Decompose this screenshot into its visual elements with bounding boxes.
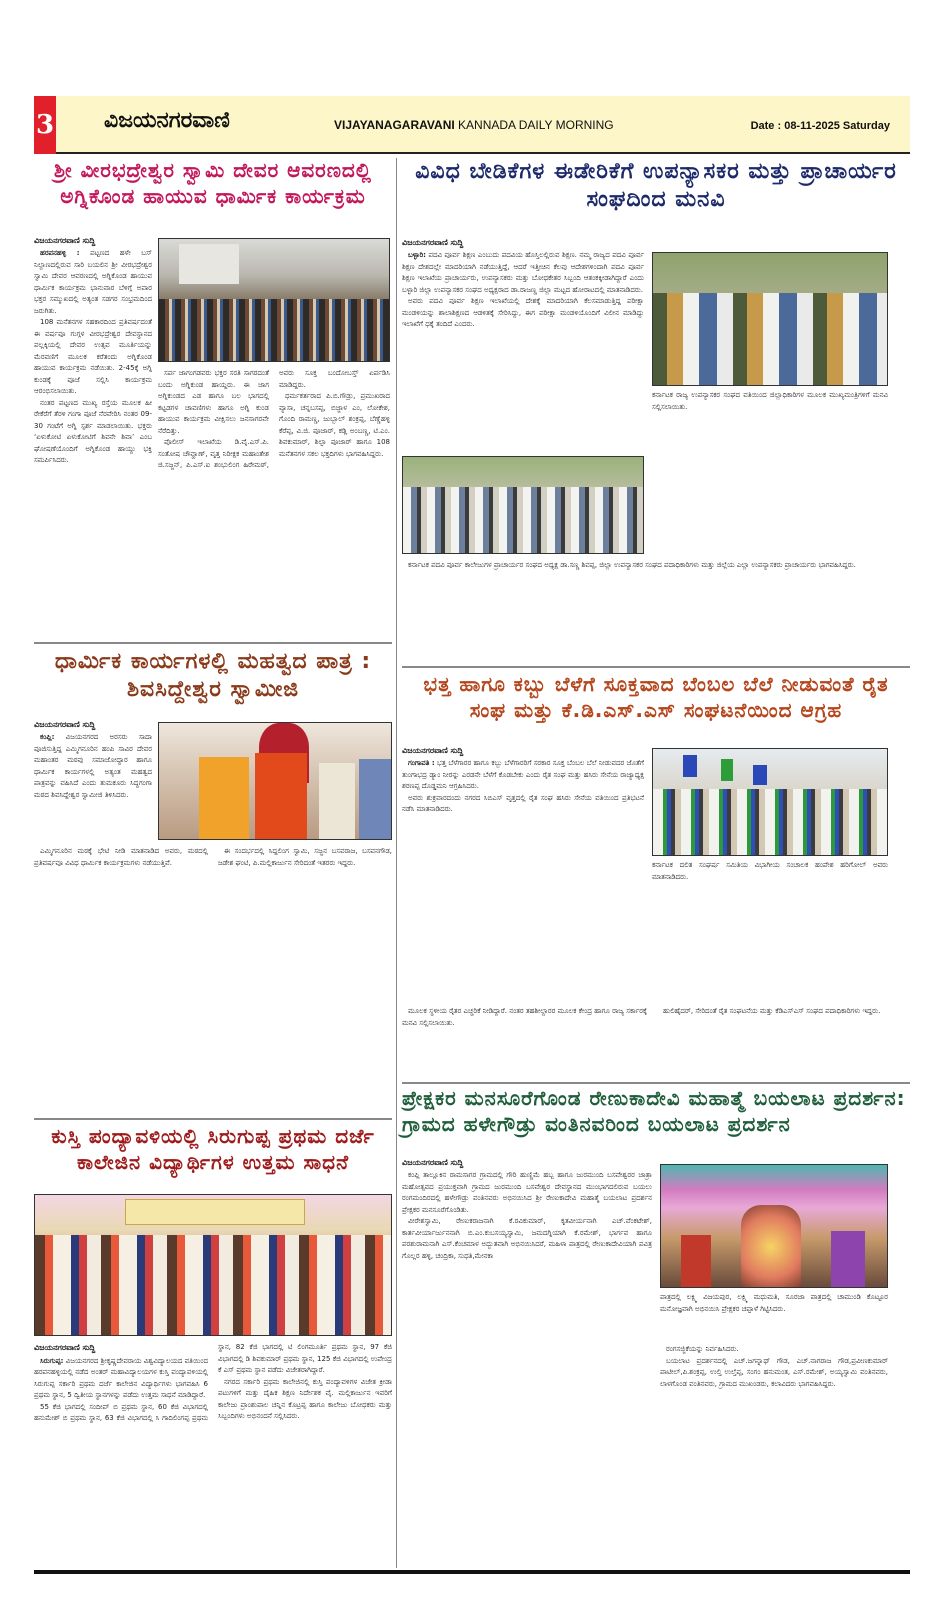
wrestlers-row — [35, 1235, 392, 1336]
brand-english-tagline: KANNADA DAILY MORNING — [458, 118, 614, 132]
headline: ಪ್ರೇಕ್ಷಕರ ಮನಸೂರೆಗೊಂಡ ರೇಣುಕಾದೇವಿ ಮಹಾತ್ಮೆ ಬಯಲಾಟ ಪ್ರದರ್ಶನ: ಗ್ರಾಮದ ಹಳೇಗೌಡ್ರು ವಂತಿನವರಿಂದ ಬಯಲಾಟ ಪ್ರದರ್ಶನ — [402, 1086, 906, 1136]
paragraph: ಪದವಿ ಪೂರ್ವ ಶಿಕ್ಷಣ ಎಂಬುದು ಪದವಿಯ ಹೊಸ್ತಿಲಲ್ಲಿರುವ ಶಿಕ್ಷಣ. ನಮ್ಮ ರಾಜ್ಯದ ಪದವಿ ಪೂರ್ವ ಶಿಕ್ಷಣ ದೇಶದಲ್ಲೇ ಮಾದರಿಯಾಗಿ ನಡೆಯುತ್ತಿದ್ದೆ, ಆದರೆ ಇತ್ತೀಚಿನ ಕೆಲವು ಆದೇಶಗಳಿಂದಾಗಿ ಪದವಿ ಪೂರ್ವ ಶಿಕ್ಷಣ ಇಲಾಖೆಯ ಪ್ರಾಚಾರ್ಯರು, ಉಪನ್ಯಾಸಕರು ಮತ್ತು ಬೋಧಕೇತರ ಸಿಬ್ಬಂದಿ ಆತಂಕಕ್ಕೀಡಾಗಿದ್ದಾರೆ ಎಂದು ಬಳ್ಳಾರಿ ಜಿಲ್ಲಾ ಉಪನ್ಯಾಸಕರ ಸಂಘದ ಅಧ್ಯಕ್ಷರಾದ ಡಾ.ರಾಜಣ್ಣ ಜಿಲ್ಲಾ ಮಟ್ಟದ ಹೋರಾಟದಲ್ಲಿ ಮಾತನಾಡಿದರು. — [402, 251, 644, 294]
place: ಹರಪನಹಳ್ಳಿ : — [40, 249, 80, 257]
paragraph: ವೀರೇಶಸ್ವಾಮಿ, ರೇಣುಕರಾಜನಾಗಿ ಕೆ.ರವಿಕುಮಾರ್, ಕೃತವೀರ್ಯನಾಗಿ ಎಚ್.ವೆಂಕಟೇಶ್, ಕಾರ್ತವೀರ್ಯಾರ್ಜುನನಾಗಿ ಬಿ.ಎಂ.ಕುಬಸಯ್ಯಸ್ವಾಮಿ, ಜಮದಗ್ನಿಯಾಗಿ ಕೆ.ರಮೇಶ್, ಭಾರ್ಗವ ಹಾಗೂ ಪರಶುರಾಮನಾಗಿ ಎಸ್.ಕೆಂಚಮಾಳ ಅದ್ಭುತವಾಗಿ ಅಭಿನಯಿಸಿದರೆ, ಮಹಿಳಾ ಪಾತ್ರದಲ್ಲಿ ರೇಣುಕಾದೇವಿಯಾಗಿ ಪವಿತ್ರ ಗೊಲ್ಲರ ಹಳ್ಳಿ, ಚಂದ್ರಿಕಾ, ಸುಧತಿ,ಮೇನಕಾ — [402, 1217, 652, 1260]
paragraph: ಕಂಪ್ಲಿ ತಾಲ್ಲೂಕಿನ ರಾಮಸಾಗರ ಗ್ರಾಮದಲ್ಲಿ ಗೌರಿ ಹುಣ್ಣಿಮೆ ಹಬ್ಬ ಹಾಗೂ ಜುರಮುಂದಿ ಬಸವೇಶ್ವರರ ಜಾತ್ರಾ ಮಹೋತ್ಸವದ ಪ್ರಯುಕ್ತವಾಗಿ ಗ್ರಾಮದ ಜುರಮುಂದಿ ಬಸವೇಶ್ವರ ದೇವಸ್ಥಾನದ ಮುಂಭಾಗದಲಿರುವ ಬಯಲು ರಂಗಮಂದಿರದಲ್ಲಿ ಹಳೇಗೌಡ್ರು ವಂತಿನವರು ಅಭಿನಯಿಸಿದ ಶ್ರೀ ರೇಣುಕಾದೇವಿ ಮಹಾತ್ಮೆ ಬಯಲಾಟ ಪ್ರದರ್ಶನ ಪ್ರೇಕ್ಷಕರ ಮನಸೂರೆಗೊಂಡಿತು. — [402, 1171, 652, 1214]
place: ಗಂಗಾವತಿ : — [408, 759, 435, 767]
paragraph: ಈ ಸಂದರ್ಭದಲ್ಲಿ ಸಿದ್ದಲಿಂಗ ಸ್ವಾಮಿ, ಸಜ್ಜನ ಬಸವರಾಜ, ಬಸವನಗೌಡ, ಜಡೇಶ ಘಂಟಿ, ಪಿ.ಮಲ್ಲಿಕಾರ್ಜುನ ಸೇರಿದಂತೆ ಇತರರು ಇದ್ದರು. — [218, 847, 392, 867]
lecturers-protest-group-photo — [402, 456, 644, 554]
place: ಕಂಪ್ಲಿ: — [40, 733, 55, 741]
article-renukadevi-bayalata — [402, 1084, 910, 1569]
article-body-continued — [34, 846, 392, 869]
headline: ಕುಸ್ತಿ ಪಂದ್ಯಾವಳಿಯಲ್ಲಿ ಸಿರುಗುಪ್ಪ ಪ್ರಥಮ ದರ್ಜೆ ಕಾಲೇಜಿನ ವಿದ್ಯಾರ್ಥಿಗಳ ಉತ್ತಮ ಸಾಧನೆ — [51, 1124, 375, 1174]
article-lead — [34, 720, 152, 801]
article-body-continued — [660, 1344, 888, 1390]
lecturers-memorandum-photo — [652, 252, 888, 386]
paragraph: ಹುಲಿಹೈದರ್, ಸೇರಿದಂತೆ ರೈತ ಸಂಘಟನೆಯ ಮತ್ತು ಕೆಡಿಎಸ್‌ಎಸ್ ಸಂಘದ ಪದಾಧಿಕಾರಿಗಳು ಇದ್ದರು. — [663, 1007, 881, 1015]
article-lead — [402, 746, 644, 816]
paragraph: ವಿಜಯನಗರದ ಶ್ರೀಕೃಷ್ಣದೇವರಾಯ ವಿಶ್ವವಿದ್ಯಾಲಯದ ವತಿಯಿಂದ ಹರಪನಹಳ್ಳಿಯಲ್ಲಿ ನಡೆದ ಅಂತರ್ ಮಹಾವಿದ್ಯಾಲಯಗಳ ಕುಸ್ತಿ ಪಂದ್ಯಾವಳಿಯಲ್ಲಿ ಸಿರುಗುಪ್ಪ ಸರ್ಕಾರಿ ಪ್ರಥಮ ದರ್ಜೆ ಕಾಲೇಜಿನ ವಿದ್ಯಾರ್ಥಿಗಳು ಭಾಗವಹಿಸಿ 6 ಪ್ರಥಮ ಸ್ಥಾನ, 5 ದ್ವಿತೀಯ ಸ್ಥಾನಗಳನ್ನು ಪಡೆದು ಉತ್ತಮ ಸಾಧನೆ ಮಾಡಿದ್ದಾರೆ. — [34, 1356, 208, 1399]
dateline: ವಿಜಯನಗರವಾಣಿ ಸುದ್ದಿ — [34, 720, 96, 729]
headline: ಧಾರ್ಮಿಕ ಕಾರ್ಯಗಳಲ್ಲಿ ಮಹತ್ವದ ಪಾತ್ರ : ಶಿವಸಿದ್ದೇಶ್ವರ ಸ್ವಾಮೀಜಿ — [54, 649, 372, 703]
people-group — [653, 293, 888, 386]
costumed-performer — [741, 1205, 801, 1288]
blue-flag — [683, 755, 697, 777]
article-body — [402, 758, 644, 816]
dateline: ವಿಜಯನಗರವಾಣಿ ಸುದ್ದಿ — [402, 238, 464, 247]
paragraph: ಎಮ್ಮಿಗನೂರಿನ ಮಠಕ್ಕೆ ಭೇಟಿ ನೀಡಿ ಮಾತನಾಡಿದ ಅವರು, ಮಠದಲ್ಲಿ ಪ್ರತಿವರ್ಷವೂ ವಿವಿಧ ಧಾರ್ಮಿಕ ಕಾರ್ಯಕ್ರಮಗಳು ನಡೆಯುತ್ತಿವೆ. — [34, 847, 208, 867]
protesters-row — [653, 789, 888, 856]
paragraph: ವಿಜಯನಗರದ ಅರಸರು ಸಾದಾ ಪೂಜಿಸುತ್ತಿದ್ದ ಎಮ್ಮಿಗನೂರಿನ ಹಂಪಿ ಸಾವಿರ ದೇವರ ಮಹಾಂತರ ಮಠವು ಸಮಾಜೋದ್ಧಾರ ಹಾಗೂ ಧಾರ್ಮಿಕ ಕಾರ್ಯಗಳಲ್ಲಿ ಅತ್ಯಂತ ಮಹತ್ವದ ಪಾತ್ರವನ್ನು ವಹಿಸಿದೆ ಎಂದು ತುಮಕೂರು ಸಿದ್ಧಗಂಗಾ ಮಠದ ಶಿವಸಿದ್ದೇಶ್ವರ ಸ್ವಾಮೀಜಿ ತಿಳಿಸಿದರು. — [34, 733, 152, 799]
article-lead — [402, 1158, 652, 1262]
article-lecturers-demand — [402, 156, 910, 661]
photo-caption: ಕರ್ನಾಟಕ ದಲಿತ ಸಂಘರ್ಷ ಸಮಿತಿಯ ವಿಭಾಗೀಯ ಸಂಚಾಲಕ ಹಂಪೇಶ ಹರಿಗೋಲ್ ಅವರು ಮಾತನಾಡಿದರು. — [652, 861, 888, 881]
paragraph: ಬಯಲಾಟ ಪ್ರದರ್ಶನದಲ್ಲಿ ಎಚ್.ಜಗನ್ನಾಥ್ ಗೌಡ, ಎಚ್.ನಾಗರಾಜ ಗೌಡ,ಪ್ರವೀಣಕುಮಾರ್ ಪಾಟೀಲ್,ಪಿ.ಶಂಕ್ರಪ್ಪ, ಉಲ್ತಿ ಉಲ್ತೆಪ್ಪ, ಸಂಗಂ ಹನುಮಂತ, ಎಸ್.ರಮೇಶ್, ಅಯ್ಯಸ್ವಾಮಿ ವಂತಿನವರು, ಲಾಳಗೊಂಡ ವಂತಿನವರು, ಗ್ರಾಮದ ಮುಖಂಡರು, ಕಲಾವಿದರು ಭಾಗವಹಿಸಿದ್ದರು. — [660, 1356, 888, 1388]
masthead — [34, 96, 910, 154]
headline: ಶ್ರೀ ವೀರಭದ್ರೇಶ್ವರ ಸ್ವಾಮಿ ದೇವರ ಆವರಣದಲ್ಲಿ ಅಗ್ನಿಕೊಂಡ ಹಾಯುವ ಧಾರ್ಮಿಕ ಕಾರ್ಯಕ್ರಮ — [54, 158, 372, 208]
article-paddy-sugarcane-price — [402, 670, 910, 1075]
page-number: 3 — [34, 96, 56, 154]
headline: ಭತ್ತ ಹಾಗೂ ಕಬ್ಬು ಬೆಳೆಗೆ ಸೂಕ್ತವಾದ ಬೆಂಬಲ ಬೆಲೆ ನೀಡುವಂತೆ ರೈತ ಸಂಘ ಮತ್ತು ಕೆ.ಡಿ.ಎಸ್.ಎಸ್ ಸಂಘಟನೆಯಿಂದ ಆಗ್ರಹ — [423, 672, 889, 722]
article-body — [34, 248, 152, 467]
place: ಸಿರುಗುಪ್ಪ: — [40, 1356, 64, 1365]
page-bottom-rule — [34, 1570, 910, 1574]
article-body — [34, 732, 152, 801]
article-body — [34, 1342, 392, 1425]
article-lead — [34, 236, 152, 467]
dateline: ವಿಜಯನಗರವಾಣಿ ಸುದ್ದಿ — [34, 236, 96, 245]
photo-caption: ಪಾತ್ರದಲ್ಲಿ ಲಕ್ಷ್ಮಿ ವಿಜಯಪುರ, ಲಕ್ಷ್ಮಿ ಮಧುಮತಿ, ಸೂರಜಾ ಪಾತ್ರದಲ್ಲಿ ಚಾಮುಂಡಿ ಕೊಟ್ಟೂರ ಮನೋಜ್ಞವಾಗಿ ಅಭಿನಯಿಸಿ ಪ್ರೇಕ್ಷಕರ ಚಪ್ಪಾಳೆ ಗಿಟ್ಟಿಸಿದರು. — [660, 1293, 888, 1313]
blue-flag — [753, 765, 767, 785]
column-divider — [396, 158, 397, 1568]
dateline: ವಿಜಯನಗರವಾಣಿ ಸುದ್ದಿ — [34, 1343, 96, 1352]
paragraph: ಭತ್ತ ಬೆಳೆಗಾರರ ಹಾಗೂ ಕಬ್ಬು ಬೆಳೆಗಾರರಿಗೆ ಸರಕಾರ ಸೂಕ್ತ ಬೆಂಬಲ ಬೆಲೆ ನೀಡುವದರ ಜೊತೆಗೆ ತುಂಗಾಭದ್ರ ಡ್ಯಾಂ ನೀರನ್ನು ಎರಡನೇ ಬೆಳೆಗೆ ಕೊಡಬೇಕು ಎಂದು ರೈತ ಸಂಘ ಮತ್ತು ಹಸಿರು ಸೇನೆಯ ರಾಜ್ಯಾಧ್ಯಕ್ಷ ಶರಣಪ್ಪ ದೊಡ್ಡಮನಿ ಆಗ್ರಹಿಸಿದರು. — [402, 759, 644, 790]
article-shivasiddeshwara — [34, 646, 392, 1116]
person-white-shirt — [319, 763, 355, 840]
protesters-row — [403, 487, 644, 554]
place: ಬಳ್ಳಾರಿ: — [408, 251, 426, 259]
headline: ವಿವಿಧ ಬೇಡಿಕೆಗಳ ಈಡೇರಿಕೆಗೆ ಉಪನ್ಯಾಸಕರ ಮತ್ತು ಪ್ರಾಚಾರ್ಯರ ಸಂಘದಿಂದ ಮನವಿ — [415, 159, 897, 213]
paragraph: ನಂತರ ಪಟ್ಟಣದ ಮುಖ್ಯ ರಸ್ತೆಯ ಮೂಲಕ ಹೀ ರೇಕೆರೆಗೆ ತೆರಳಿ ಗಂಗಾ ಪೂಜೆ ನೆರವೇರಿಸಿ ನಂತರ 09-30 ಗಂಟೆಗೆ ಅಗ್ನಿ ಸ್ಪರ್ಶ ಮಾಡಲಾಯಿತು. ಭಕ್ತರು ‘ಏಳುಕೋಟಿ ಏಳುಕೋಟಿಗೆ ಶಿವನೇ ಶಿವಾ’ ಎಂಬ ಘೋಷಣೆಯೊಂದಿಗೆ ಅಗ್ನಿಕೊಂಡ ಹಾಯ್ದು ಭಕ್ತಿ ಸಮರ್ಪಿಸಿದರು. — [34, 398, 152, 464]
paragraph: ಸರ್ಪ ಜಾಗಂಗಡವರು ಭಕ್ತರ ಸರತಿ ಸಾಗರದಂತೆ ಬಂದು ಅಗ್ನಿಕುಂಡ ಹಾಯ್ದರು. ಈ ಜಾಗ ಅಗ್ನಿಕುಂಡದ ಎಡ ಹಾಗೂ ಬಲ ಭಾಗದಲ್ಲಿ ಕಟ್ಟಡಗಳ ಚಾವಣಿಗಳು ಹಾಗೂ ಅಗ್ನಿ ಕುಂಡ ಹಾಯುವ ಕಾರ್ಯಕ್ರಮ ವೀಕ್ಷಿಸಲು ಜನಸಾಗರವೇ ನೆರೆದಿತ್ತು. — [158, 369, 269, 435]
article-separator — [402, 666, 910, 668]
paragraph: ಮೂಲಕ ಸ್ಥಳೀಯ ರೈತರ ಎಚ್ಚರಿಕೆ ನೀಡಿದ್ದಾರೆ. ನಂತರ ತಹಶೀಲ್ದಾರರ ಮೂಲಕ ಕೇಂದ್ರ ಹಾಗೂ ರಾಜ್ಯ ಸರ್ಕಾರಕ್ಕೆ ಮನವಿ ಸಲ್ಲಿಸಲಾಯಿತು. — [402, 1007, 647, 1027]
issue-date: Date : 08-11-2025 Saturday — [750, 120, 890, 132]
farmers-protest-flags-photo — [652, 748, 888, 856]
fire-walking-crowd-photo — [158, 238, 390, 362]
article-lead — [402, 238, 644, 331]
event-banner — [125, 1199, 305, 1225]
photo-caption: ಕರ್ನಾಟಕ ರಾಜ್ಯ ಉಪನ್ಯಾಸಕರ ಸಂಘದ ವತಿಯಿಂದ ಜಿಲ್ಲಾಧಿಕಾರಿಗಳ ಮೂಲಕ ಮುಖ್ಯಮಂತ್ರಿಗಳಿಗೆ ಮನವಿ ಸಲ್ಲಿಸಲಾಯಿತು. — [652, 391, 888, 411]
temple-tower — [179, 244, 239, 284]
article-body-continued — [402, 560, 902, 572]
article-body-continued — [402, 1006, 902, 1029]
swamiji-robe — [255, 753, 307, 840]
article-body — [402, 250, 644, 331]
swamiji-felicitation-photo — [158, 722, 392, 840]
brand-kannada: ವಿಜಯನಗರವಾಣಿ — [104, 108, 230, 133]
paragraph: 108 ಮನೆತನಗಳ ಸಹಕಾರದಿಂದ ಪ್ರತಿವರ್ಷದಂತೆ ಈ ವರ್ಷವೂ ಗುಗ್ಗಳ ವೀರಭದ್ರೇಶ್ವರ ದೇವಸ್ಥಾನದ ಪಲ್ಲಕ್ಕಿಯಲ್ಲಿ ದೇವರ ಉತ್ಸವ ಮೂರ್ತಿಯನ್ನು ಮೆರವಣಿಗೆ ಮೂಲಕ ಕರೆತಂದು ಅಗ್ನಿಕೊಂಡ ಹಾಯುವ ಕಾರ್ಯಕ್ರಮ ನಡೆಯಿತು. 2-45ಕ್ಕೆ ಅಗ್ನಿ ಕುಂಡಕ್ಕೆ ಪೂಜೆ ಸಲ್ಲಿಸಿ ಕಾರ್ಯಕ್ರಮ ಆರಂಭಿಸಲಾಯಿತು. — [34, 318, 152, 395]
paragraph: ಪೊಲೀಸ್ ಇಲಾಖೆಯ ಡಿ.ವೈ.ಎಸ್.ಪಿ. ಸಂತೋಷ ಚೌವ್ಹಾಣ್, ವೃತ್ತ ನಿರೀಕ್ಷಕ ಮಹಾಂತೇಶ ಜಿ.ಸಜ್ಜನ್, ಪಿ.ಎಸ್.ಐ ಶಂಭುಲಿಂಗ ಹಿರೇಮಠ್, ಅವರು ಸೂಕ್ತ ಬಂದೋಬಸ್ತ್ ಏರ್ಪಡಿಸಿ ಮಾಡಿದ್ದರು. — [158, 369, 390, 469]
bayalata-stage-performance-photo — [660, 1164, 888, 1288]
paragraph: ಕರ್ನಾಟಕ ಪದವಿ ಪೂರ್ವ ಕಾಲೇಜುಗಳ ಪ್ರಾಚಾರ್ಯರ ಸಂಘದ ಅಧ್ಯಕ್ಷ ಡಾ.ಸಣ್ಣ ಶಿವಪ್ಪ, ಜಿಲ್ಲಾ ಉಪನ್ಯಾಸಕರ ಸಂಘದ ಪದಾಧಿಕಾರಿಗಳು ಮತ್ತು ಜಿಲ್ಲೆಯ ಎಲ್ಲಾ ಉಪನ್ಯಾಸಕರು ಪ್ರಾಚಾರ್ಯರು ಭಾಗವಹಿಸಿದ್ದರು. — [408, 561, 856, 569]
dateline: ವಿಜಯನಗರವಾಣಿ ಸುದ್ದಿ — [402, 1158, 464, 1167]
newspaper-page — [34, 96, 910, 1576]
paragraph: ಧರ್ಮಕರ್ತರಾದ ಪಿ.ಬಿ.ಗೌಡ್ರು, ಪ್ರಮುಖರಾದ ವ್ಯಾಸಾ, ಚನ್ನಬಸಪ್ಪ, ಬಿಜ್ಜಾಳ ಎಂ, ಲೋಕೇಶ, ಗೊಂದಿ ರಾಮಣ್ಣ, ಜುಬ್ಬಾಲ್ ಶಂಕ್ರಪ್ಪ, ಬೆಣ್ಣೆಹಳ್ಳಿ ಕೆರೆಪ್ಪ, ವಿ.ಜಿ. ಪೂಜಾರ್, ಕಡ್ಲಿ ಅಂಬಣ್ಣ, ಟಿ.ಎಂ. ಶಿವಕುಮಾರ್, ಶಿಲ್ಪಾ ಪೂಜಾರ್ ಹಾಗೂ 108 ಮನೆತನಗಳ ಸಕಲ ಭಕ್ತದಿಗಳು ಭಾಗವಹಿಸಿದ್ದರು. — [279, 392, 390, 458]
saffron-shawl — [199, 757, 249, 840]
brand-english — [334, 118, 614, 132]
paragraph: ಅವರು ಪದವಿ ಪೂರ್ವ ಶಿಕ್ಷಣ ಇಲಾಖೆಯಲ್ಲಿ ದೇಶಕ್ಕೆ ಮಾದರಿಯಾಗಿ ಕೆಲಸಮಾಡುತ್ತಿದ್ದ ಪರೀಕ್ಷಾ ಮಂಡಳಿಯನ್ನು ಶಾಲಾಶಿಕ್ಷಣದ ಆಡಳಿತಕ್ಕೆ ಸೇರಿಸಿದ್ದು, ಈಗ ಪರೀಕ್ಷಾ ಮಂಡಳಿಯೊಂದಿಗೆ ವಿಲೀನ ಮಾಡಿದ್ದು ಇಲಾಖೆಗೆ ಧಕ್ಕೆ ತಂದಿದೆ ಎಂದರು. — [402, 297, 644, 328]
brand-english-bold: VIJAYANAGARAVANI — [334, 118, 455, 132]
paragraph: 55 ಕೆಜಿ ಭಾಗದಲ್ಲಿ ಸಂದೀಪ್ ಬಿ ಪ್ರಥಮ ಸ್ಥಾನ, 60 ಕೆಜಿ ವಿಭಾಗದಲ್ಲಿ ಹನುಮೇಶ್ ಬಿ ಪ್ರಥಮ ಸ್ಥಾನ, 63 ಕೆಜಿ ವಿಭಾಗದಲ್ಲಿ ಸಿ ಗಾದಿಲಿಂಗಪ್ಪ ಪ್ರಥಮ ಸ್ಥಾನ, 82 ಕೆಜಿ ಭಾಗದಲ್ಲಿ ಟಿ ಲಿಂಗಮೂರ್ತಿ ಪ್ರಥಮ ಸ್ಥಾನ, 97 ಕೆಜಿ ವಿಭಾಗದಲ್ಲಿ ಡಿ ಶಿವಕುಮಾರ್ ಪ್ರಥಮ ಸ್ಥಾನ, 125 ಕೆಜಿ ವಿಭಾಗದಲ್ಲಿ ಉಪೇಂದ್ರ ಕೆ ಎಸ್ ಪ್ರಥಮ ಸ್ಥಾನ ಪಡೆದು ವಿಜೇತರಾಗಿದ್ದಾರೆ. — [34, 1343, 392, 1422]
paragraph: ರಂಗಸಜ್ಜಿಕೆಯನ್ನು ನಿರ್ವಹಿಸಿದರು. — [666, 1345, 739, 1353]
paragraph: ನಗರದ ಸರ್ಕಾರಿ ಪ್ರಥಮ ಕಾಲೇಜಿನಲ್ಲಿ ಕುಸ್ತಿ ಪಂದ್ಯಾವಳಿಗಳ ವಿಜೇತ ಕ್ರೀಡಾ ಪಟುಗಳಿಗೆ ಮತ್ತು ದೈಹಿಕ ಶಿಕ್ಷಣ ನಿರ್ದೇಶಕ ವೈ. ಮಲ್ಲಿಕಾರ್ಜುನ ಇವರಿಗೆ ಕಾಲೇಜು ಪ್ರಾಂಶುಪಾಲ ಚನ್ನಿನ ಕೊಟ್ರಪ್ಪ ಹಾಗೂ ಕಾಲೇಜು ಬೋಧಕರು ಮತ್ತು ಸಿಬ್ಬಂದಿಗಳು ಅಭಿನಂದನೆ ಸಲ್ಲಿಸಿದರು. — [218, 1377, 392, 1420]
performer-left — [681, 1235, 711, 1288]
article-separator — [34, 642, 392, 644]
green-flag — [721, 759, 733, 781]
article-separator — [34, 1118, 392, 1120]
paragraph: ಅವರು ಶುಕ್ರವಾರದಂದು ನಗರದ ಸಿಬಿಎಸ್ ವೃತ್ತದಲ್ಲಿ ರೈತ ಸಂಘ ಹಸಿರು ಸೇನೆಯ ವತಿಯಿಂದ ಪ್ರತಿಭಟನೆ ನಡೆಸಿ ಮಾತನಾಡಿದರು. — [402, 793, 644, 813]
paragraph: ಪಟ್ಟಣದ ಹಳೇ ಬಸ್ ನಿಲ್ದಾಣದಲ್ಲಿರುವ ಸಾರಿ ಬಯಲಿನ ಶ್ರೀ ವೀರಭದ್ರೇಶ್ವರ ಸ್ವಾಮಿ ದೇವರ ಆವರಣದಲ್ಲಿ ಅಗ್ನಿಕೊಂಡ ಹಾಯುವ ಧಾರ್ಮಿಕ ಕಾರ್ಯಕ್ರಮ ಭಾನುವಾರ ಬೆಳಿಗ್ಗೆ ಅಪಾರ ಭಕ್ತರ ಸಮ್ಮುಖದಲ್ಲಿ ಅತ್ಯಂತ ಸಡಗರ ಸಂಭ್ರಮದಿಂದ ಜರುಗಿತು. — [34, 249, 152, 315]
dateline: ವಿಜಯನಗರವಾಣಿ ಸುದ್ದಿ — [402, 746, 464, 755]
wrestlers-certificates-photo — [34, 1194, 392, 1336]
article-body-continued — [158, 368, 390, 472]
crowd — [159, 299, 390, 362]
article-wrestling-siruguppa — [34, 1122, 392, 1570]
article-body — [402, 1170, 652, 1262]
performer-right — [831, 1231, 865, 1288]
article-veerabhadreshwara — [34, 156, 392, 636]
person-check-shirt — [359, 759, 392, 840]
